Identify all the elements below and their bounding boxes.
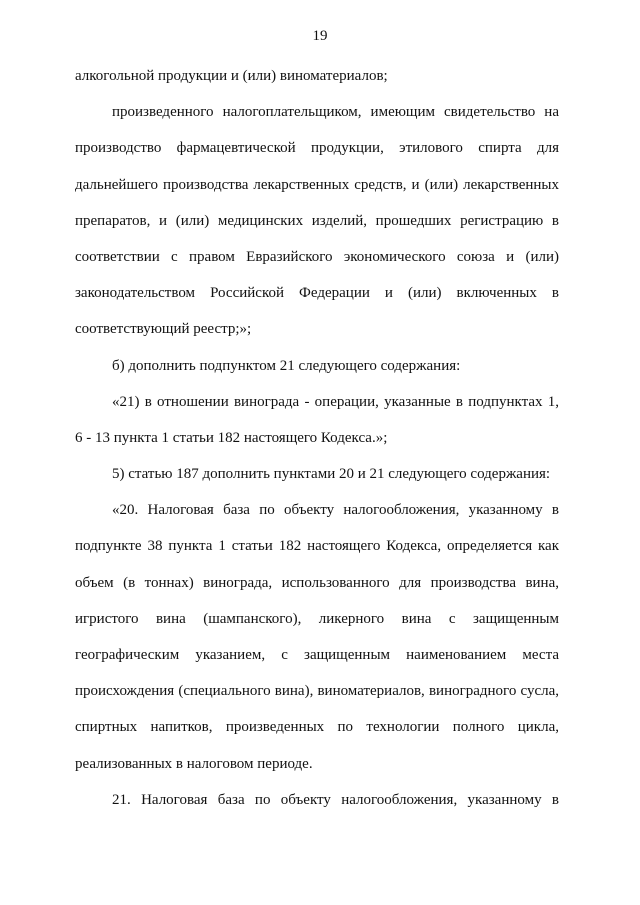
text-line: происхождения (специального вина), виноматериалов, виноградного сусла, xyxy=(75,683,559,700)
paragraph-start-line: 21. Налоговая база по объекту налогообложения, указанному в xyxy=(112,791,559,808)
text-line: алкогольной продукции и (или) виноматериалов; xyxy=(75,68,388,84)
text-line: реализованных в налоговом периоде. xyxy=(75,755,313,772)
paragraph-start-line: «20. Налоговая база по объекту налогообложения, указанному в xyxy=(112,502,559,519)
page-number: 19 xyxy=(312,28,328,44)
text-line: спиртных напитков, произведенных по технологии полного цикла, xyxy=(75,719,559,736)
text-line: дальнейшего производства лекарственных средств, и (или) лекарственных xyxy=(75,176,559,193)
text-line: игристого вина (шампанского), ликерного вина с защищенным xyxy=(75,610,559,627)
text-line: соответствующий реестр;»; xyxy=(75,321,252,338)
text-line: подпункте 38 пункта 1 статьи 182 настоящего Кодекса, определяется как xyxy=(75,538,559,555)
paragraph-start-line: 5) статью 187 дополнить пунктами 20 и 21 следующего содержания: xyxy=(112,466,551,483)
text-line: законодательством Российской Федерации и (или) включенных в xyxy=(75,285,559,302)
text-line: соответствии с правом Евразийского экономического союза и (или) xyxy=(75,248,559,265)
text-line: объем (в тоннах) винограда, использованного для производства вина, xyxy=(75,574,559,591)
paragraph-start-line: б) дополнить подпунктом 21 следующего содержания: xyxy=(112,357,461,374)
paragraph-start-line: произведенного налогоплательщиком, имеющим свидетельство на xyxy=(112,104,559,121)
document-body xyxy=(75,66,559,826)
text-line: производство фармацевтической продукции, этилового спирта для xyxy=(75,140,559,157)
paragraph-start-line: «21) в отношении винограда - операции, указанные в подпунктах 1, xyxy=(112,393,559,410)
text-line: 6 - 13 пункта 1 статьи 182 настоящего Кодекса.»; xyxy=(75,429,388,446)
text-line: географическим указанием, с защищенным наименованием места xyxy=(75,647,559,663)
text-line: препаратов, и (или) медицинских изделий, прошедших регистрацию в xyxy=(75,212,559,229)
